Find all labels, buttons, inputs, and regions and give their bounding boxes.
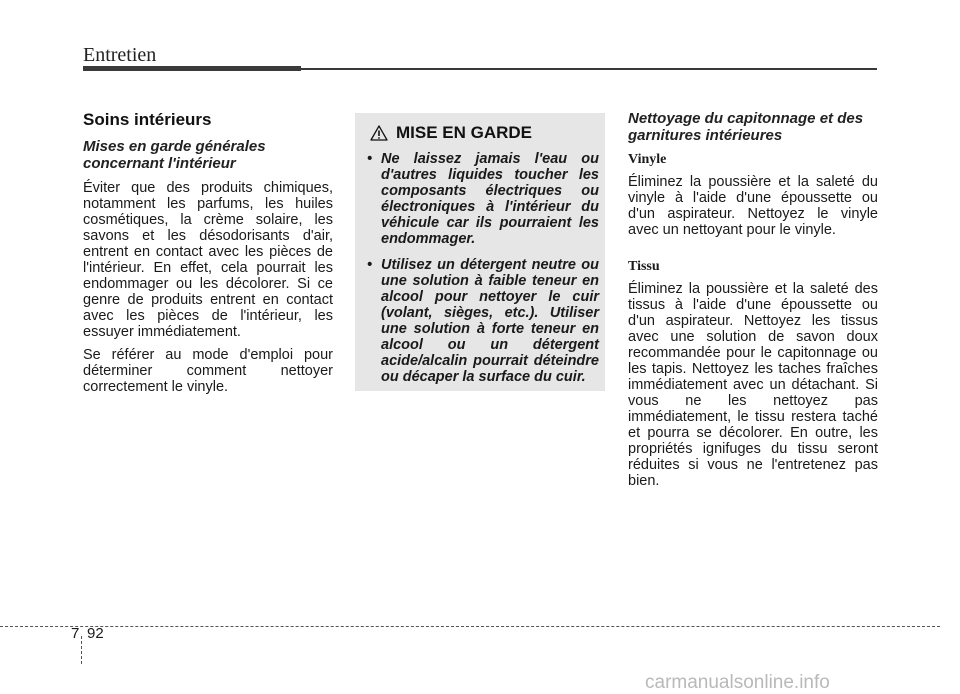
left-paragraph-2: Se référer au mode d'emploi pour déterminer comment nettoyer correctement le vinyle. (83, 347, 333, 395)
left-column (83, 110, 333, 402)
warning-title (367, 123, 599, 143)
fabric-label: Tissu (628, 259, 660, 274)
vinyl-label: Vinyle (628, 152, 667, 167)
section-heading: Soins intérieurs (83, 110, 212, 129)
right-subheading: Nettoyage du capitonnage et des garnitures intérieures (628, 110, 864, 144)
vinyl-text: Éliminez la poussière et la saleté du vinyle à l'aide d'une époussette ou d'un aspirateur. Nettoyez le vinyle avec un nettoyant pour le vinyle. (628, 174, 878, 238)
header-rule-thin (301, 68, 877, 70)
header-title: Entretien (83, 44, 157, 66)
footer-rule (0, 626, 940, 627)
warning-bullet: • (367, 151, 373, 167)
warning-bullet: • (367, 257, 373, 273)
left-subheading: Mises en garde générales concernant l'intérieur (83, 138, 266, 172)
fabric-text: Éliminez la poussière et la saleté des tissus à l'aide d'une époussette ou d'un aspirateur. Nettoyez les tissus avec une solution de savon doux recommandée pour le capitonnage ou les tapis. Nettoyez les taches fraîches immédiatement avec un détachant. Si vous ne les nettoyez pas immédiatement, le tissu restera taché et pourra se décolorer. En outre, les propriétés ignifuges du tissu seront réduites si vous ne l'entretenez pas bien. (628, 281, 878, 489)
page-chapter-number: 7 (71, 625, 80, 642)
warning-item-2 (367, 257, 599, 385)
warning-list (367, 151, 599, 385)
left-paragraph-1: Éviter que des produits chimiques, notamment les parfums, les huiles cosmétiques, la crème solaire, les savons et les désodorisants d'air, entrent en contact avec les pièces de l'intérieur. En effet, cela pourrait les endommager ou les décolorer. Si ce genre de produits entrent en contact avec les pièces de l'intérieur, les essuyer immédiatement. (83, 180, 333, 340)
warning-item-text: Utilisez un détergent neutre ou une solution à faible teneur en alcool pour nettoyer le cuir (volant, sièges, etc.). Utiliser une solution à forte teneur en alcool ou un détergent acide/alcalin pourrait déteindre ou décaper la surface du cuir. (381, 257, 599, 385)
watermark: carmanualsonline.info (645, 672, 830, 693)
warning-item-1 (367, 151, 599, 247)
warning-title-text: MISE EN GARDE (396, 123, 533, 142)
warning-box (355, 113, 605, 391)
warning-item-text: Ne laissez jamais l'eau ou d'autres liquides toucher les composants électriques ou électroniques à l'intérieur du véhicule car ils pourraient les endommager. (381, 151, 599, 247)
footer-divider (81, 636, 82, 664)
warning-triangle-icon (370, 125, 388, 141)
page-number: 92 (87, 625, 104, 642)
right-column (628, 110, 878, 496)
header-rule-thick (83, 66, 301, 71)
